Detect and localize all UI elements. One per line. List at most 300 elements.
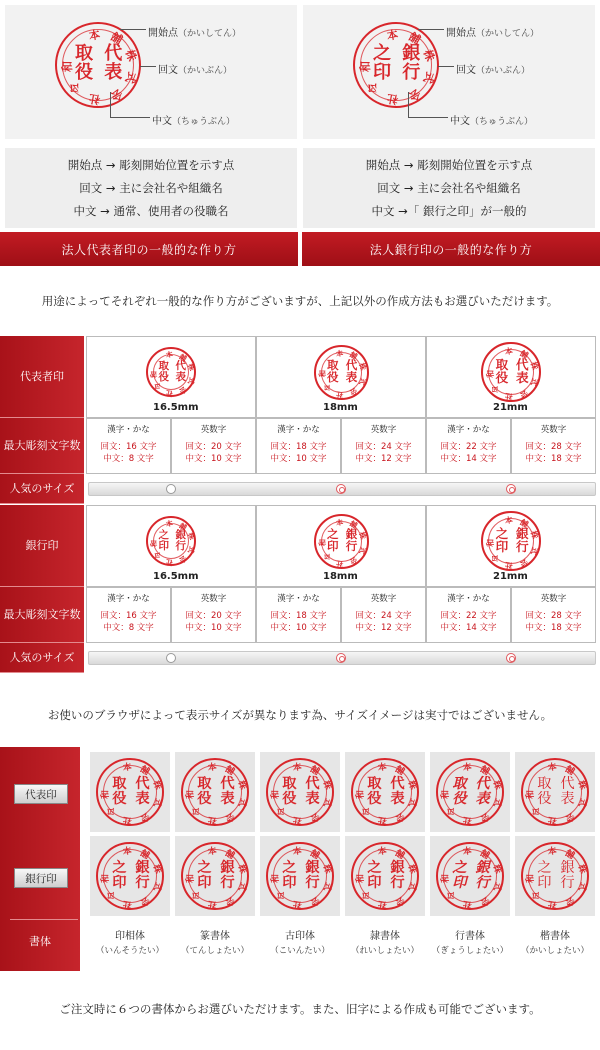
seal-center-glyph: 之: [537, 859, 552, 876]
seal-outer-glyph: 社: [462, 813, 473, 826]
chars-col-header: 英数字: [200, 425, 227, 435]
seal-outer-glyph: 会: [406, 86, 423, 104]
chars-col-header: 英数字: [370, 594, 397, 604]
chars-col-header: 英数字: [540, 425, 567, 435]
seal-outer-glyph: 社: [165, 557, 174, 567]
seal-outer-glyph: 舗: [308, 848, 322, 863]
seal-outer-glyph: 会: [108, 86, 125, 104]
ginko-size-label: 18mm: [323, 571, 358, 582]
seal-center-glyph: 銀: [560, 859, 575, 876]
daihyo-header-title: 法人代表者印の一般的な作り方: [61, 242, 237, 257]
seal-outer-glyph: 舗: [348, 350, 359, 362]
seal-outer-glyph: 本: [377, 762, 388, 775]
seal-outer-glyph: 令: [190, 804, 204, 818]
seal-outer-glyph: 和: [485, 370, 495, 378]
font-name-text: 古印体: [285, 931, 315, 942]
font-name-5: [515, 929, 595, 959]
ginko-max-chars-label: [0, 587, 84, 643]
seal-outer-glyph: 会: [563, 809, 577, 824]
seal-center-glyph: 行: [175, 540, 186, 553]
seal-outer-glyph: 社: [207, 813, 218, 826]
seal-outer-glyph: 舗: [393, 764, 407, 779]
chars-outer-count: 回文：20 文字: [185, 442, 242, 452]
chars-col-header: 漢字・かな: [107, 594, 150, 604]
ginko-desc-line2: 回文 → 主に会社名や組織名: [377, 181, 521, 195]
outer-callout-reading: （かいぶん）: [178, 66, 233, 76]
daihyo-description: [5, 148, 297, 228]
seal-outer-glyph: 会: [478, 809, 492, 824]
seal-outer-glyph: 式: [405, 797, 418, 809]
font-name-reading: （こいんたい）: [270, 946, 330, 956]
seal-outer-glyph: 本: [165, 519, 174, 529]
chars-center-count: 中文：18 文字: [525, 623, 582, 633]
seal-outer-glyph: 本: [462, 846, 473, 859]
seal-center-glyph: 行: [345, 539, 358, 554]
ginko-sample-seal: [481, 511, 541, 571]
seal-center-glyph: 表: [220, 790, 235, 807]
seal-center-glyph: 代: [345, 358, 358, 373]
seal-center-glyph: 銀: [135, 859, 150, 876]
seal-outer-glyph: 株: [185, 531, 196, 542]
seal-center-glyph: 表: [515, 370, 529, 386]
daihyo-chars-kanji: [256, 424, 341, 465]
max-chars-line2: 文字数: [47, 607, 81, 621]
chars-center-count: 中文：18 文字: [525, 454, 582, 464]
daihyo-font-sample-seal: [436, 758, 504, 826]
seal-outer-glyph: 本: [292, 762, 303, 775]
chars-outer-count: 回文：24 文字: [355, 442, 412, 452]
chars-outer-count: 回文：24 文字: [355, 611, 412, 621]
chars-center-count: 中文：14 文字: [440, 623, 497, 633]
daihyo-font-sample-seal: [521, 758, 589, 826]
seal-outer-glyph: 舗: [177, 352, 188, 363]
seal-center-glyph: 銀: [402, 43, 421, 65]
seal-outer-glyph: 令: [530, 888, 544, 902]
seal-center-glyph: 之: [452, 859, 467, 876]
seal-outer-glyph: 本: [87, 27, 101, 43]
start-callout-line-2: [418, 29, 444, 30]
seal-outer-glyph: 社: [207, 897, 218, 910]
seal-outer-glyph: 本: [547, 846, 558, 859]
daihyo-popularity-marker: [166, 484, 176, 494]
font-name-reading: （ぎょうしょたい）: [431, 946, 509, 956]
ginko-font-sample-seal: [436, 842, 504, 910]
seal-outer-glyph: 会: [308, 893, 322, 908]
seal-outer-glyph: 式: [185, 375, 196, 386]
seal-outer-glyph: 社: [165, 388, 174, 398]
seal-center-glyph: 銀: [390, 859, 405, 876]
seal-outer-glyph: 本: [504, 515, 514, 526]
seal-outer-glyph: 令: [66, 79, 84, 97]
seal-center-glyph: 代: [390, 775, 405, 792]
center-callout: [152, 112, 235, 127]
font-name-text: 行書体: [455, 931, 485, 942]
seal-center-glyph: 行: [560, 874, 575, 891]
center-callout-line: [110, 92, 150, 118]
start-callout-line: [120, 29, 146, 30]
seal-center-glyph: 代: [220, 775, 235, 792]
chars-col-header: 漢字・かな: [447, 594, 490, 604]
seal-outer-glyph: 和: [270, 789, 281, 799]
seal-outer-glyph: 会: [223, 809, 237, 824]
seal-outer-glyph: 株: [420, 48, 437, 64]
seal-outer-glyph: 式: [122, 70, 139, 86]
ginko-chars-kanji: [86, 593, 171, 634]
seal-center-glyph: 之: [327, 527, 339, 542]
seal-outer-glyph: 社: [122, 813, 133, 826]
font-name-reading: （かいしょたい）: [520, 946, 589, 956]
seal-outer-glyph: 会: [177, 554, 188, 565]
daihyo-font-sample-seal: [351, 758, 419, 826]
seal-outer-glyph: 本: [504, 346, 514, 357]
popularity-label-text: 人気のサイズ: [9, 481, 75, 495]
seal-outer-glyph: 株: [185, 362, 196, 373]
seal-outer-glyph: 会: [138, 893, 152, 908]
font-name-text: 隷書体: [370, 931, 400, 942]
seal-outer-glyph: 株: [320, 779, 333, 791]
ginko-header-bar: [302, 232, 600, 266]
outer-callout-label-2: 回文: [456, 65, 476, 76]
daihyo-desc-line1: 開始点 → 彫刻開始位置を示す点: [67, 158, 235, 172]
chars-outer-count: 回文：18 文字: [270, 442, 327, 452]
outer-callout: [158, 61, 232, 76]
seal-outer-glyph: 会: [478, 893, 492, 908]
ginko-font-sample-seal: [96, 842, 164, 910]
font-name-reading: （れいしょたい）: [350, 946, 419, 956]
ginko-chars-eisu: [511, 593, 596, 634]
font-name-row-label: 書体: [29, 935, 51, 948]
start-callout-label-2: 開始点: [446, 28, 476, 39]
seal-outer-glyph: 会: [348, 386, 359, 398]
seal-center-glyph: 取: [537, 775, 552, 792]
seal-center-glyph: 代: [305, 775, 320, 792]
daihyo-sample-seal: [146, 347, 196, 397]
chars-col-header: 英数字: [200, 594, 227, 604]
seal-center-glyph: 銀: [305, 859, 320, 876]
seal-center-glyph: 表: [305, 790, 320, 807]
ginko-description: [303, 148, 595, 228]
seal-center-glyph: 行: [220, 874, 235, 891]
seal-outer-glyph: 和: [150, 370, 159, 378]
font-name-reading: （いんそうたい）: [95, 946, 164, 956]
seal-outer-glyph: 本: [377, 846, 388, 859]
seal-center-glyph: 役: [158, 371, 169, 384]
outer-callout-line-2: [438, 66, 454, 67]
seal-outer-glyph: 株: [235, 779, 248, 791]
seal-outer-glyph: 舗: [406, 30, 423, 48]
seal-outer-glyph: 本: [207, 762, 218, 775]
seal-center-glyph: 印: [327, 539, 339, 554]
seal-outer-glyph: 株: [320, 863, 333, 875]
seal-center-glyph: 印: [373, 62, 392, 84]
font-name-text: 印相体: [115, 931, 145, 942]
seal-outer-glyph: 令: [275, 888, 289, 902]
max-chars-line2: 文字数: [47, 438, 81, 452]
chars-outer-count: 回文：16 文字: [100, 611, 157, 621]
font-choice-note: ご注文時に６つの書体からお選びいただけます。また、旧字による作成も可能でございます。: [59, 1002, 541, 1016]
seal-outer-glyph: 本: [122, 846, 133, 859]
center-callout-label: 中文: [152, 116, 172, 127]
ginko-font-row-label: 銀行印: [14, 868, 68, 888]
seal-center-glyph: 代: [475, 775, 490, 792]
seal-outer-glyph: 社: [547, 897, 558, 910]
seal-center-glyph: 銀: [345, 527, 358, 542]
seal-center-glyph: 之: [197, 859, 212, 876]
seal-outer-glyph: 舗: [138, 848, 152, 863]
seal-center-glyph: 行: [515, 539, 529, 555]
seal-outer-glyph: 本: [335, 348, 344, 359]
seal-center-glyph: 銀: [220, 859, 235, 876]
daihyo-font-sample-seal: [181, 758, 249, 826]
seal-center-glyph: 表: [475, 790, 490, 807]
seal-outer-glyph: 式: [490, 881, 503, 893]
chars-col-header: 漢字・かな: [107, 425, 150, 435]
seal-center-glyph: 取: [75, 43, 94, 65]
seal-outer-glyph: 会: [138, 809, 152, 824]
seal-center-glyph: 行: [135, 874, 150, 891]
browser-size-note: お使いのブラウザによって表示サイズが異なります為、サイズイメージは実寸ではございません。: [47, 708, 553, 722]
seal-outer-glyph: 社: [504, 560, 514, 571]
daihyo-popularity-label: [0, 474, 84, 504]
font-name-3: [345, 929, 425, 959]
seal-outer-glyph: 本: [385, 27, 399, 43]
seal-outer-glyph: 式: [185, 544, 196, 555]
seal-outer-glyph: 本: [122, 762, 133, 775]
max-chars-line1: 最大彫刻: [3, 438, 48, 452]
chars-center-count: 中文：10 文字: [270, 623, 327, 633]
ginko-chars-eisu: [171, 593, 256, 634]
chars-outer-count: 回文：28 文字: [525, 442, 582, 452]
ginko-header-title: 法人銀行印の一般的な作り方: [369, 242, 533, 257]
seal-outer-glyph: 本: [335, 517, 344, 528]
seal-outer-glyph: 和: [525, 873, 536, 883]
ginko-font-sample-seal: [351, 842, 419, 910]
seal-outer-glyph: 式: [357, 545, 368, 556]
max-chars-line1: 最大彫刻: [3, 607, 48, 621]
chars-center-count: 中文：8 文字: [103, 454, 154, 464]
outer-callout-label: 回文: [158, 65, 178, 76]
chars-center-count: 中文：14 文字: [440, 454, 497, 464]
seal-outer-glyph: 本: [292, 846, 303, 859]
outer-callout-reading-2: （かいぶん）: [476, 66, 531, 76]
seal-outer-glyph: 令: [190, 888, 204, 902]
seal-outer-glyph: 式: [357, 376, 368, 387]
seal-outer-glyph: 式: [490, 797, 503, 809]
seal-center-glyph: 銀: [515, 525, 529, 541]
chars-outer-count: 回文：22 文字: [440, 611, 497, 621]
seal-outer-glyph: 会: [308, 809, 322, 824]
daihyo-sample-seal: [314, 345, 369, 400]
seal-center-glyph: 表: [390, 790, 405, 807]
ginko-side-label: [0, 505, 84, 587]
ginko-font-sample-seal: [266, 842, 334, 910]
seal-outer-glyph: 舗: [563, 764, 577, 779]
seal-outer-glyph: 社: [292, 813, 303, 826]
seal-center-glyph: 之: [282, 859, 297, 876]
outer-callout-line: [140, 66, 156, 67]
seal-outer-glyph: 会: [393, 809, 407, 824]
seal-outer-glyph: 社: [504, 391, 514, 402]
font-name-2: [260, 929, 340, 959]
seal-center-glyph: 行: [390, 874, 405, 891]
center-callout-line-2: [408, 92, 448, 118]
daihyo-size-label: 18mm: [323, 402, 358, 413]
ginko-chars-kanji: [256, 593, 341, 634]
daihyo-chars-kanji: [86, 424, 171, 465]
ginko-side-label-text: 銀行印: [25, 538, 59, 552]
seal-center-glyph: 銀: [175, 529, 186, 542]
chars-col-header: 英数字: [370, 425, 397, 435]
chars-outer-count: 回文：22 文字: [440, 442, 497, 452]
seal-outer-glyph: 舗: [138, 764, 152, 779]
seal-outer-glyph: 式: [320, 881, 333, 893]
seal-outer-glyph: 和: [355, 873, 366, 883]
center-callout-2: [450, 112, 533, 127]
seal-outer-glyph: 令: [489, 382, 502, 395]
seal-center-glyph: 行: [305, 874, 320, 891]
seal-outer-glyph: 社: [377, 897, 388, 910]
seal-center-glyph: 之: [373, 43, 392, 65]
seal-center-glyph: 代: [135, 775, 150, 792]
seal-outer-glyph: 株: [490, 779, 503, 791]
seal-outer-glyph: 本: [165, 350, 174, 360]
seal-center-glyph: 銀: [475, 859, 490, 876]
seal-outer-glyph: 株: [405, 863, 418, 875]
seal-center-glyph: 取: [158, 360, 169, 373]
ginko-size-label: 16.5mm: [153, 571, 199, 582]
chars-col-header: 漢字・かな: [447, 425, 490, 435]
seal-outer-glyph: 舗: [518, 517, 531, 529]
center-callout-reading: （ちゅうぶん）: [172, 117, 236, 127]
chars-col-header: 漢字・かな: [277, 425, 320, 435]
seal-outer-glyph: 舗: [308, 764, 322, 779]
seal-center-glyph: 印: [495, 539, 509, 555]
start-callout-2: [446, 24, 539, 39]
chars-outer-count: 回文：18 文字: [270, 611, 327, 621]
seal-outer-glyph: 和: [317, 539, 327, 547]
daihyo-max-chars-label: [0, 418, 84, 474]
seal-outer-glyph: 令: [489, 551, 502, 564]
seal-outer-glyph: 令: [364, 79, 382, 97]
start-callout-label: 開始点: [148, 28, 178, 39]
seal-outer-glyph: 令: [321, 381, 333, 393]
seal-center-glyph: 役: [327, 370, 339, 385]
seal-center-glyph: 之: [495, 525, 509, 541]
daihyo-chars-kanji: [426, 424, 511, 465]
seal-center-glyph: 之: [158, 529, 169, 542]
seal-outer-glyph: 社: [122, 897, 133, 910]
chars-col-header: 英数字: [540, 594, 567, 604]
seal-outer-glyph: 和: [100, 873, 111, 883]
daihyo-side-label: [0, 336, 84, 418]
seal-center-glyph: 代: [560, 775, 575, 792]
seal-outer-glyph: 会: [518, 388, 531, 400]
seal-outer-glyph: 社: [377, 813, 388, 826]
seal-outer-glyph: 本: [547, 762, 558, 775]
seal-center-glyph: 表: [135, 790, 150, 807]
daihyo-font-row-label: 代表印: [14, 784, 68, 804]
ginko-font-sample-seal: [181, 842, 249, 910]
seal-outer-glyph: 会: [177, 385, 188, 396]
seal-outer-glyph: 社: [335, 389, 344, 400]
seal-outer-glyph: 和: [525, 789, 536, 799]
seal-outer-glyph: 株: [405, 779, 418, 791]
seal-outer-glyph: 式: [235, 797, 248, 809]
seal-center-glyph: 印: [282, 874, 297, 891]
chars-outer-count: 回文：16 文字: [100, 442, 157, 452]
ginko-popularity-marker: [506, 653, 516, 663]
ginko-size-label: 21mm: [493, 571, 528, 582]
chars-center-count: 中文：8 文字: [103, 623, 154, 633]
seal-outer-glyph: 令: [105, 804, 119, 818]
seal-outer-glyph: 和: [185, 873, 196, 883]
seal-outer-glyph: 本: [207, 846, 218, 859]
seal-outer-glyph: 式: [529, 376, 541, 388]
outer-callout-2: [456, 61, 530, 76]
seal-outer-glyph: 社: [547, 813, 558, 826]
seal-outer-glyph: 株: [490, 863, 503, 875]
seal-outer-glyph: 式: [235, 881, 248, 893]
daihyo-desc-line3: 中文 → 通常、使用者の役職名: [73, 204, 229, 218]
ginko-sample-seal: [146, 516, 196, 566]
seal-outer-glyph: 株: [150, 779, 163, 791]
daihyo-font-sample-seal: [96, 758, 164, 826]
ginko-popularity-label: [0, 643, 84, 673]
seal-center-glyph: 印: [112, 874, 127, 891]
seal-outer-glyph: 会: [518, 557, 531, 569]
popularity-label-text: 人気のサイズ: [9, 650, 75, 664]
seal-center-glyph: 之: [112, 859, 127, 876]
seal-outer-glyph: 株: [150, 863, 163, 875]
seal-outer-glyph: 和: [150, 539, 159, 547]
daihyo-desc-line2: 回文 → 主に会社名や組織名: [79, 181, 223, 195]
chars-center-count: 中文：12 文字: [355, 454, 412, 464]
ginko-chars-kanji: [426, 593, 511, 634]
seal-outer-glyph: 和: [440, 789, 451, 799]
usage-note: 用途によってそれぞれ一般的な作り方がございますが、上記以外の作成方法もお選びいただけます。: [41, 294, 559, 308]
seal-outer-glyph: 和: [185, 789, 196, 799]
ginko-chars-eisu: [341, 593, 426, 634]
seal-outer-glyph: 社: [385, 91, 399, 107]
seal-center-glyph: 取: [112, 775, 127, 792]
seal-outer-glyph: 和: [317, 370, 327, 378]
center-callout-label-2: 中文: [450, 116, 470, 127]
seal-center-glyph: 印: [537, 874, 552, 891]
seal-center-glyph: 代: [175, 360, 186, 373]
seal-outer-glyph: 和: [270, 873, 281, 883]
seal-outer-glyph: 株: [529, 529, 541, 541]
ginko-popularity-marker: [336, 653, 346, 663]
ginko-desc-line3: 中文 →「 銀行之印」が一般的: [371, 204, 527, 218]
seal-outer-glyph: 令: [360, 888, 374, 902]
seal-outer-glyph: 社: [335, 558, 344, 569]
font-name-0: [90, 929, 170, 959]
seal-outer-glyph: 株: [235, 863, 248, 875]
seal-center-glyph: 印: [158, 540, 169, 553]
seal-outer-glyph: 和: [61, 61, 75, 73]
seal-outer-glyph: 式: [405, 881, 418, 893]
seal-center-glyph: 代: [515, 356, 529, 372]
seal-outer-glyph: 式: [575, 797, 588, 809]
seal-outer-glyph: 和: [359, 61, 373, 73]
seal-outer-glyph: 舗: [223, 764, 237, 779]
seal-outer-glyph: 和: [485, 539, 495, 547]
seal-outer-glyph: 会: [223, 893, 237, 908]
seal-center-glyph: 印: [452, 874, 467, 891]
seal-outer-glyph: 令: [445, 804, 459, 818]
seal-center-glyph: 取: [495, 356, 509, 372]
font-name-4: [430, 929, 510, 959]
